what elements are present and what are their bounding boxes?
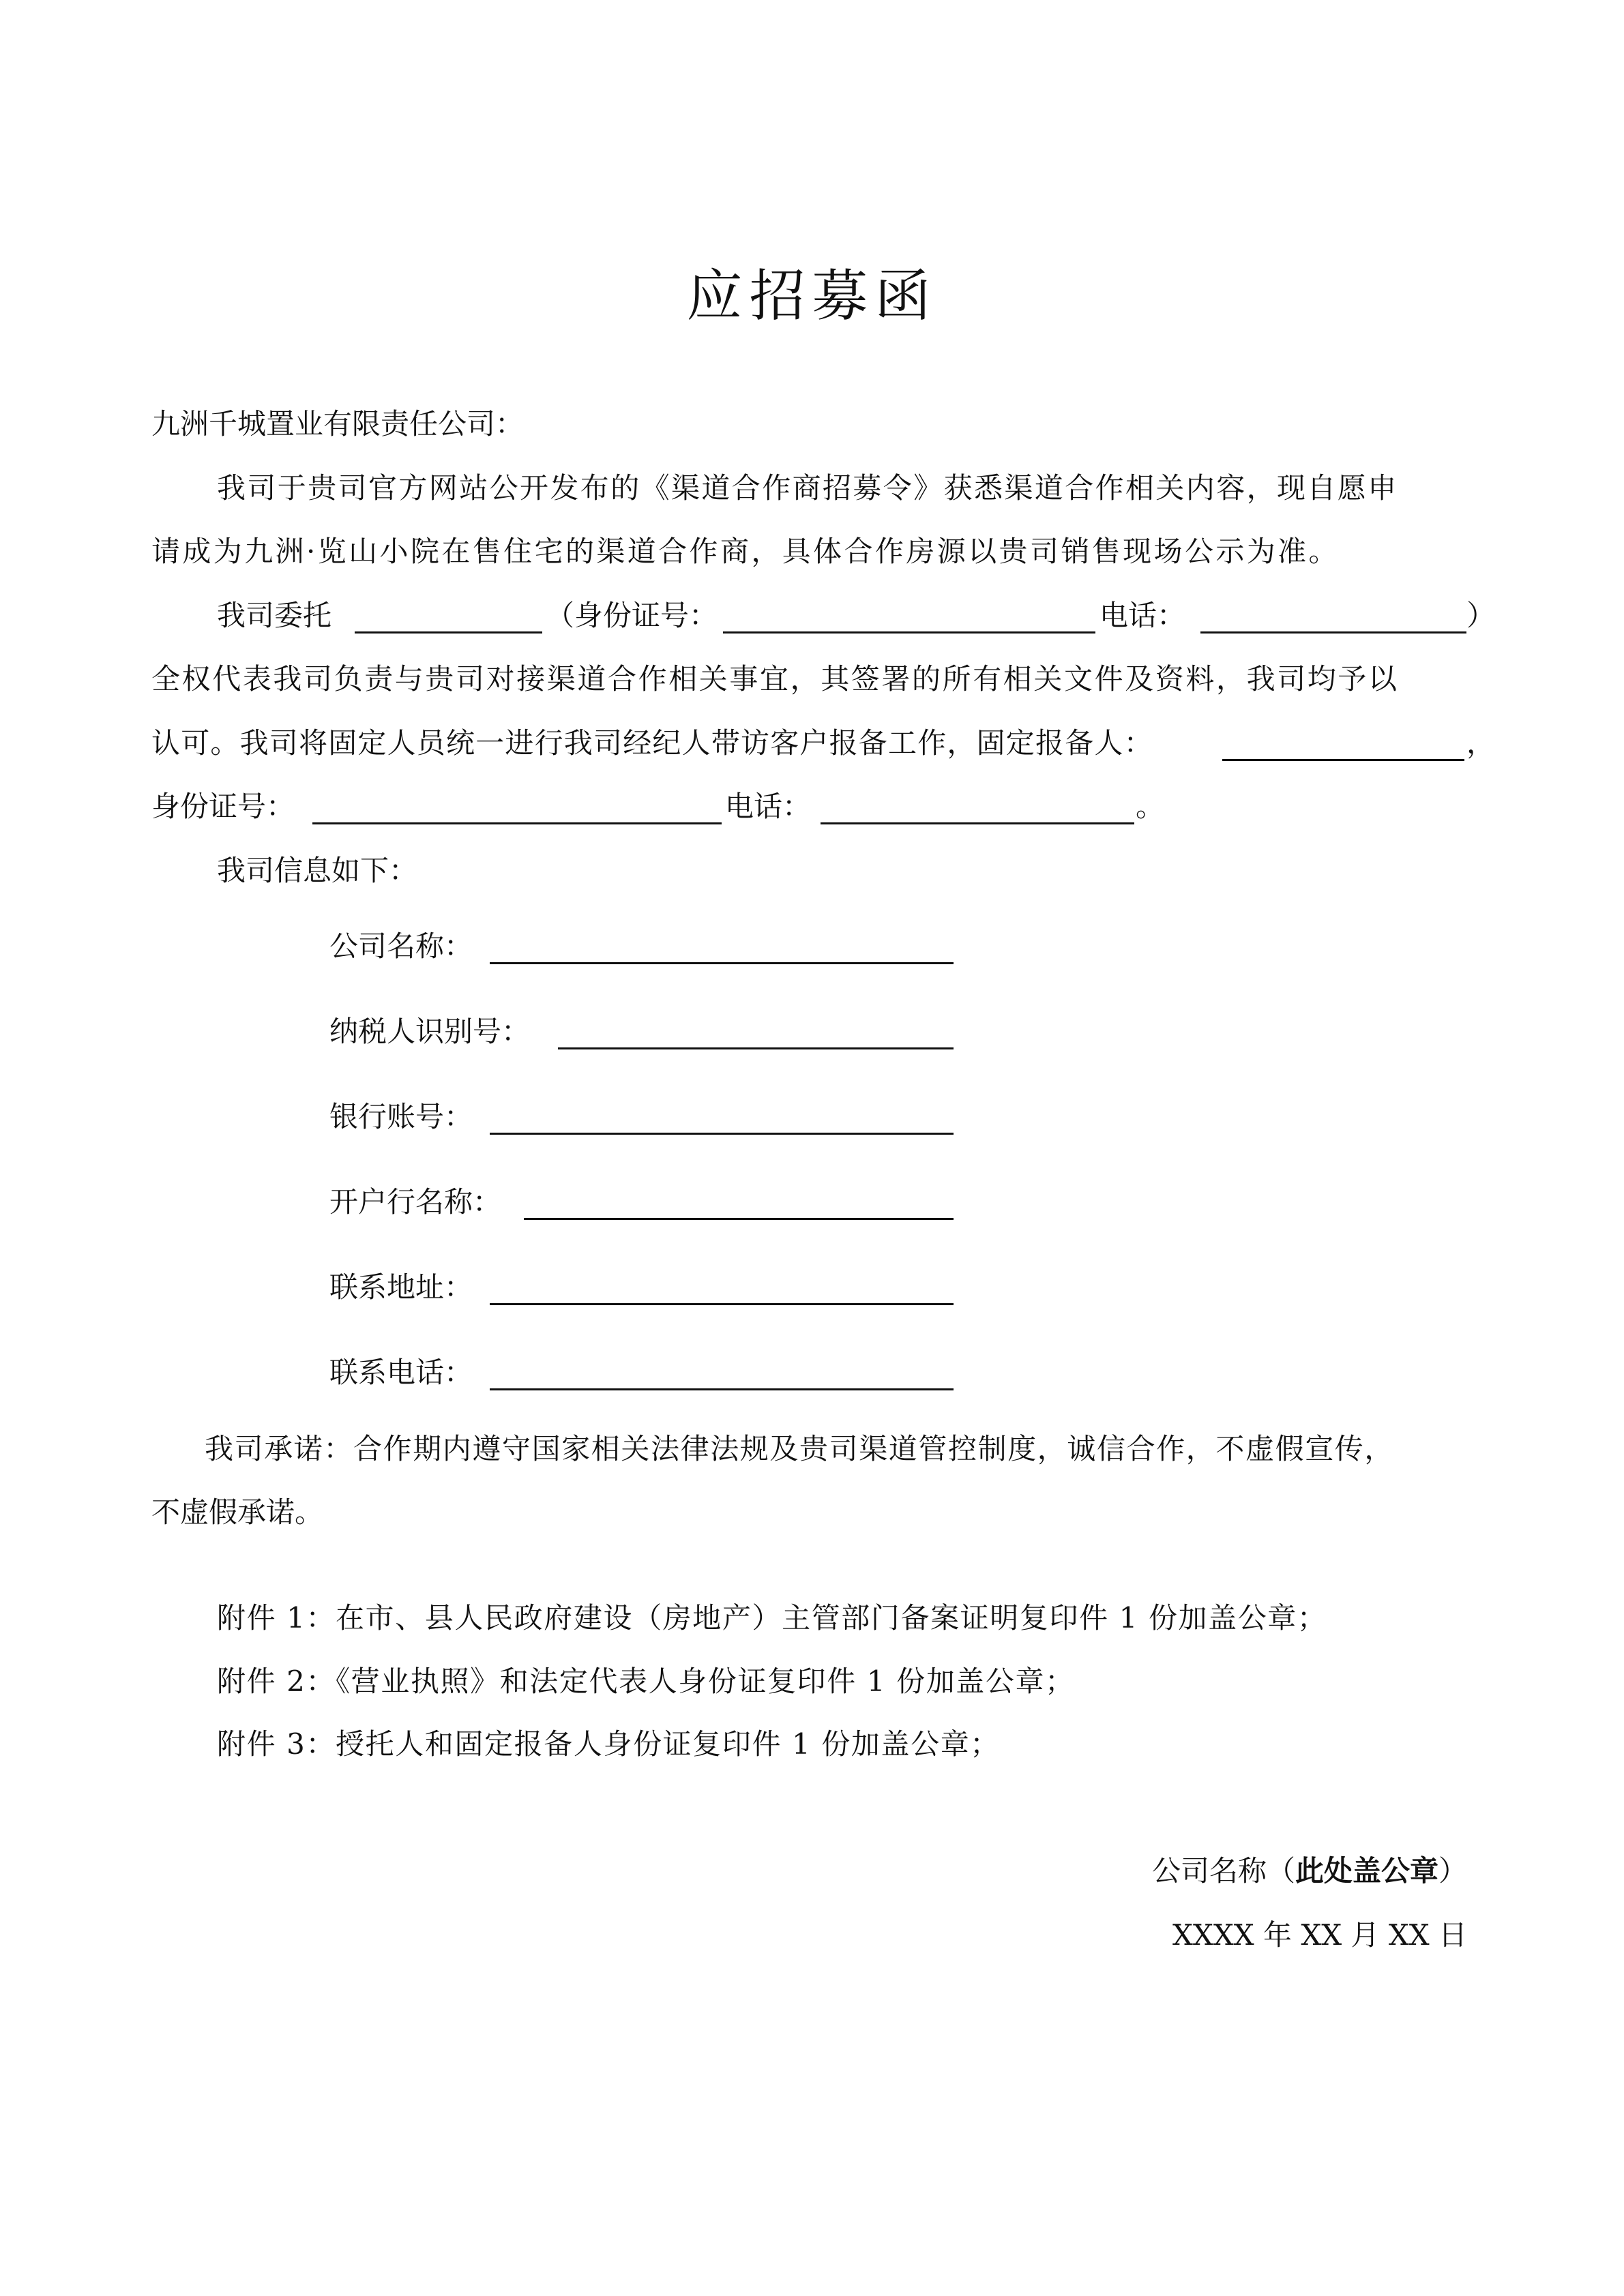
bank-name-label: 开户行名称： [329, 1185, 502, 1219]
addressee: 九洲千城置业有限责任公司： [151, 407, 525, 441]
reporter-phone-blank[interactable] [821, 822, 1134, 824]
delegate-id-blank[interactable] [723, 631, 1095, 633]
signature-close: ） [1438, 1854, 1467, 1888]
reporter-phone-label: 电话： [725, 790, 812, 823]
reporter-id-blank[interactable] [312, 822, 722, 824]
reporter-id-label: 身份证号： [151, 790, 295, 823]
delegate-phone-blank[interactable] [1200, 631, 1466, 633]
reporter-comma: ， [1466, 726, 1496, 760]
id-number-label: （身份证号： [546, 599, 718, 632]
delegation-label: 我司委托 [217, 599, 332, 632]
company-name-blank[interactable] [490, 962, 954, 964]
bank-account-label: 银行账号： [329, 1100, 473, 1133]
reporter-line-label: 认可。我司将固定人员统一进行我司经纪人带访客户报备工作，固定报备人： [151, 726, 1153, 760]
promise-line-2: 不虚假承诺。 [151, 1495, 324, 1529]
address-blank[interactable] [490, 1303, 954, 1305]
company-name-label: 公司名称： [329, 929, 473, 963]
address-label: 联系地址： [329, 1270, 473, 1304]
phone-blank[interactable] [490, 1388, 954, 1390]
intro-paragraph-line-2: 请成为九洲·览山小院在售住宅的渠道合作商，具体合作房源以贵司销售现场公示为准。 [151, 535, 1340, 568]
bank-account-blank[interactable] [490, 1133, 954, 1135]
attachment-1: 附件 1：在市、县人民政府建设（房地产）主管部门备案证明复印件 1 份加盖公章； [217, 1601, 1327, 1635]
signature-label: 公司名称（ [1151, 1854, 1295, 1888]
delegation-line [217, 595, 331, 636]
authorization-line: 全权代表我司负责与贵司对接渠道合作相关事宜，其签署的所有相关文件及资料，我司均予以 [151, 662, 1399, 696]
reporter-name-blank[interactable] [1222, 759, 1464, 761]
reporter-period: 。 [1136, 790, 1165, 823]
info-intro: 我司信息如下： [217, 854, 418, 887]
intro-paragraph-line-1: 我司于贵司官方网站公开发布的《渠道合作商招募令》获悉渠道合作相关内容，现自愿申 [217, 471, 1398, 505]
delegate-phone-label: 电话： [1099, 599, 1186, 632]
tax-id-label: 纳税人识别号： [329, 1015, 531, 1048]
delegate-name-blank[interactable] [355, 631, 542, 633]
seal-placeholder: 此处盖公章 [1295, 1854, 1438, 1888]
signature-block [1152, 1851, 1467, 1892]
date: XXXX 年 XX 月 XX 日 [1172, 1918, 1467, 1952]
tax-id-blank[interactable] [558, 1047, 954, 1049]
promise-line-1: 我司承诺：合作期内遵守国家相关法律法规及贵司渠道管控制度，诚信合作，不虚假宣传， [205, 1432, 1395, 1465]
document-title: 应招募函 [686, 264, 938, 329]
attachment-3: 附件 3：授托人和固定报备人身份证复印件 1 份加盖公章； [217, 1727, 1000, 1761]
closing-paren: ） [1466, 599, 1496, 632]
attachment-2: 附件 2：《营业执照》和法定代表人身份证复印件 1 份加盖公章； [217, 1665, 1075, 1698]
bank-name-blank[interactable] [524, 1218, 954, 1220]
phone-label: 联系电话： [329, 1356, 473, 1389]
